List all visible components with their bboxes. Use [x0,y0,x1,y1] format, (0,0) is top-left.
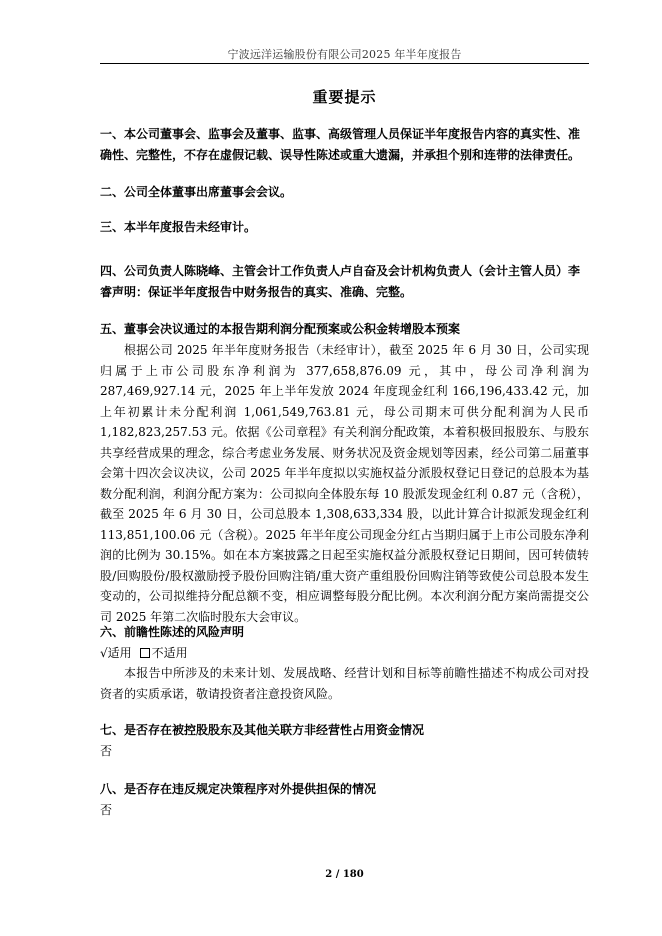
page-number: 2 / 180 [325,869,364,880]
section-7-answer: 否 [100,744,113,758]
option-applicable: √适用 [100,646,132,660]
section-2-heading: 二、公司全体董事出席董事会会议。 [100,185,293,199]
section-5 [100,319,589,627]
header-rule [100,63,589,64]
section-8-heading: 八、是否存在违反规定决策程序对外提供担保的情况 [100,782,377,796]
section-7 [100,720,589,761]
section-8-answer: 否 [100,803,113,817]
option-not-applicable: 不适用 [151,646,188,660]
section-5-heading: 五、董事会决议通过的本报告期利润分配预案或公积金转增股本预案 [100,322,461,336]
section-7-heading: 七、是否存在被控股股东及其他关联方非经营性占用资金情况 [100,723,425,737]
section-4 [100,261,589,303]
section-8 [100,779,589,820]
section-1 [100,124,589,166]
section-6-heading: 六、前瞻性陈述的风险声明 [100,625,245,639]
section-2 [100,182,589,203]
section-3 [100,217,589,238]
applicability-options [100,643,589,663]
section-6 [100,622,589,704]
page-title: 重要提示 [312,88,377,106]
section-4-heading: 四、公司负责人陈晓峰、主管会计工作负责人卢自奋及会计机构负责人（会计主管人员）李睿声明：保证半年度报告中财务报告的真实、准确、完整。 [100,264,581,299]
checkbox-icon [140,648,150,658]
page-header: 宁波远洋运输股份有限公司2025 年半年度报告 [227,48,462,61]
section-3-heading: 三、本半年度报告未经审计。 [100,220,257,234]
section-5-body: 根据公司 2025 年半年度财务报告（未经审计），截至 2025 年 6 月 30 日，公司实现归属于上市公司股东净利润为 377,658,876.09 元，其中，母公司净利润为 287,469,927.14 元，2025 年上半年发放 2024 年度现金红利 166,196,433.42 元，加上年初累计未分配利润 1,061,549,763.81 元，母公司期末可供分配利润为人民币 1,182,823,257.53 元。依据《公司章程》有关利润分配政策，本着积极回报股东、与股东共享经营成果的理念，综合考虑业务发展、财务状况及资金规划等因素，经公司第二届董事会第十四次会议决议，公司 2025 年半年度拟以实施权益分派股权登记日登记的总股本为基数分配利润，利润分配方案为：公司拟向全体股东每 10 股派发现金红利 0.87 元（含税），截至 2025 年 6 月 30 日，公司总股本 1,308,633,334 股，以此计算合计拟派发现金红利 113,851,100.06 元（含税）。2025 年半年度公司现金分红占当期归属于上市公司股东净利润的比例为 30.15%。如在本方案披露之日起至实施权益分派股权登记日期间，因可转债转股/回购股份/股权激励授予股份回购注销/重大资产重组股份回购注销等致使公司总股本发生变动的，公司拟维持分配总额不变，相应调整每股分配比例。本次利润分配方案尚需提交公司 2025 年第二次临时股东大会审议。 [100,343,589,624]
section-1-heading: 一、本公司董事会、监事会及董事、监事、高级管理人员保证半年度报告内容的真实性、准确性、完整性，不存在虚假记载、误导性陈述或重大遗漏，并承担个别和连带的法律责任。 [100,127,581,162]
section-6-body: 本报告中所涉及的未来计划、发展战略、经营计划和目标等前瞻性描述不构成公司对投资者的实质承诺，敬请投资者注意投资风险。 [100,666,589,701]
